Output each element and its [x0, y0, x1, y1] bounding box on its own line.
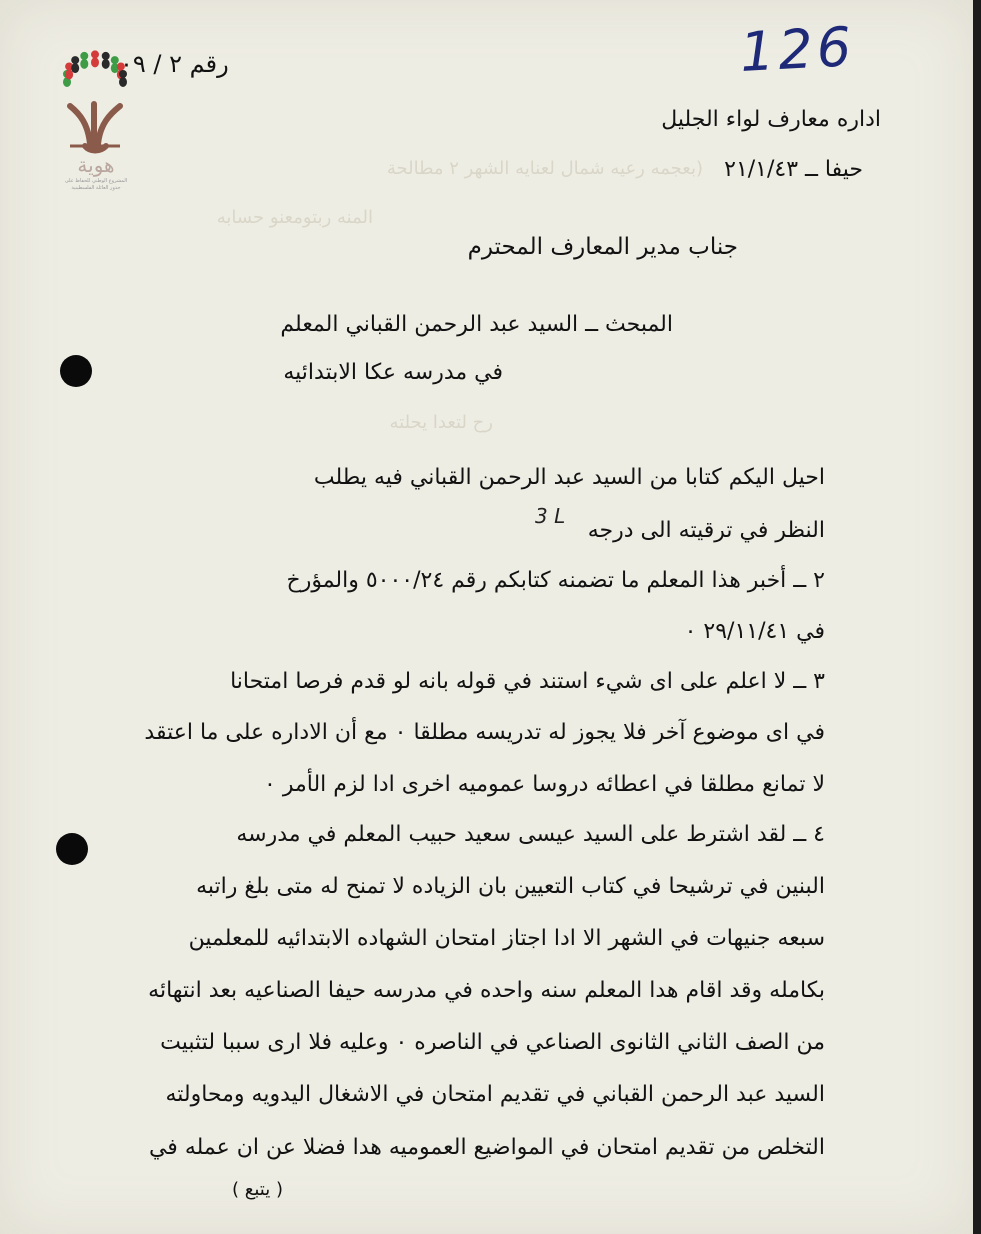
logo-caption-2: جذور العائلة الفلسطينية	[71, 185, 121, 191]
body-line: سبعه جنيهات في الشهر الا ادا اجتاز امتحان الشهاده الابتدائيه للمعلمين	[188, 926, 825, 951]
body-line: ٤ ــ لقد اشترط على السيد عيسى سعيد حبيب المعلم في مدرسه	[236, 822, 825, 847]
reference-number: رقم ٢ / ٠٩	[120, 50, 229, 78]
bleed-through-line: رح لتعدا يحلته	[389, 412, 493, 433]
bleed-through-line: المنه ربتومعنو حسابه	[216, 207, 373, 228]
logo-person-mark	[91, 57, 99, 67]
logo-name: هوية	[77, 153, 115, 177]
body-line: ٢ ــ أخبر هذا المعلم ما تضمنه كتابكم رقم ٥٠٠٠/٢٤ والمؤرخ	[286, 568, 825, 593]
logo-caption-1: المشروع الوطني للحفاظ على	[64, 178, 128, 184]
body-line: احيل اليكم كتابا من السيد عبد الرحمن القباني فيه يطلب	[313, 465, 825, 490]
subject-line-1: المبحث ــ السيد عبد الرحمن القباني المعلم	[280, 312, 673, 337]
logo-person-mark	[102, 52, 110, 60]
addressee: جناب مدير المعارف المحترم	[467, 234, 738, 260]
page-number: 126	[738, 15, 857, 84]
body-line: من الصف الثاني الثانوى الصناعي في الناصره ٠ وعليه فلا ارى سببا لتثبيت	[160, 1030, 825, 1055]
logo-person-mark	[71, 63, 79, 73]
body-line: في ٢٩/١١/٤١ ٠	[684, 619, 825, 644]
body-line: في اى موضوع آخر فلا يجوز له تدريسه مطلقا ٠ مع أن الاداره على ما اعتقد	[144, 720, 825, 745]
body-line: لا تمانع مطلقا في اعطائه دروسا عموميه اخرى ادا لزم الأمر ٠	[264, 772, 825, 797]
continuation-note: ( يتبع )	[232, 1179, 283, 1200]
body-line: ٣ ــ لا اعلم على اى شيء استند في قوله بانه لو قدم فرصا امتحانا	[230, 669, 825, 694]
logo-person-mark	[102, 59, 110, 69]
logo-person-mark	[80, 59, 88, 69]
body-line: البنين في ترشيحا في كتاب التعيين بان الزياده لا تمنح له متى بلغ راتبه	[196, 874, 825, 899]
punch-hole	[60, 355, 92, 387]
punch-hole	[56, 833, 88, 865]
logo-person-mark	[111, 56, 119, 64]
logo-person-mark	[119, 77, 127, 87]
body-line: التخلص من تقديم امتحان في المواضيع العموميه هدا فضلا عن ان عمله في	[148, 1135, 825, 1160]
bleed-through-line: (بعجمه رعيه شمال لعنايه الشهر ٢ مطالحة	[386, 158, 703, 179]
logo-person-mark	[80, 52, 88, 60]
body-line: النظر في ترقيته الى درجه	[587, 518, 825, 543]
subject-line-2: في مدرسه عكا الابتدائيه	[283, 360, 503, 385]
margin-note: 3 L	[535, 504, 566, 528]
body-line: السيد عبد الرحمن القباني في تقديم امتحان في الاشغال اليدويه ومحاولته	[165, 1082, 825, 1107]
office-name: اداره معارف لواء الجليل	[661, 107, 881, 132]
logo-person-mark	[71, 56, 79, 64]
date-line: حيفا ــ ٢١/١/٤٣	[724, 157, 863, 182]
body-line: بكامله وقد اقام هدا المعلم سنه واحده في مدرسه حيفا الصناعيه بعد انتهائه	[148, 978, 825, 1003]
scan-edge	[973, 0, 981, 1234]
logo-person-mark	[91, 50, 99, 58]
